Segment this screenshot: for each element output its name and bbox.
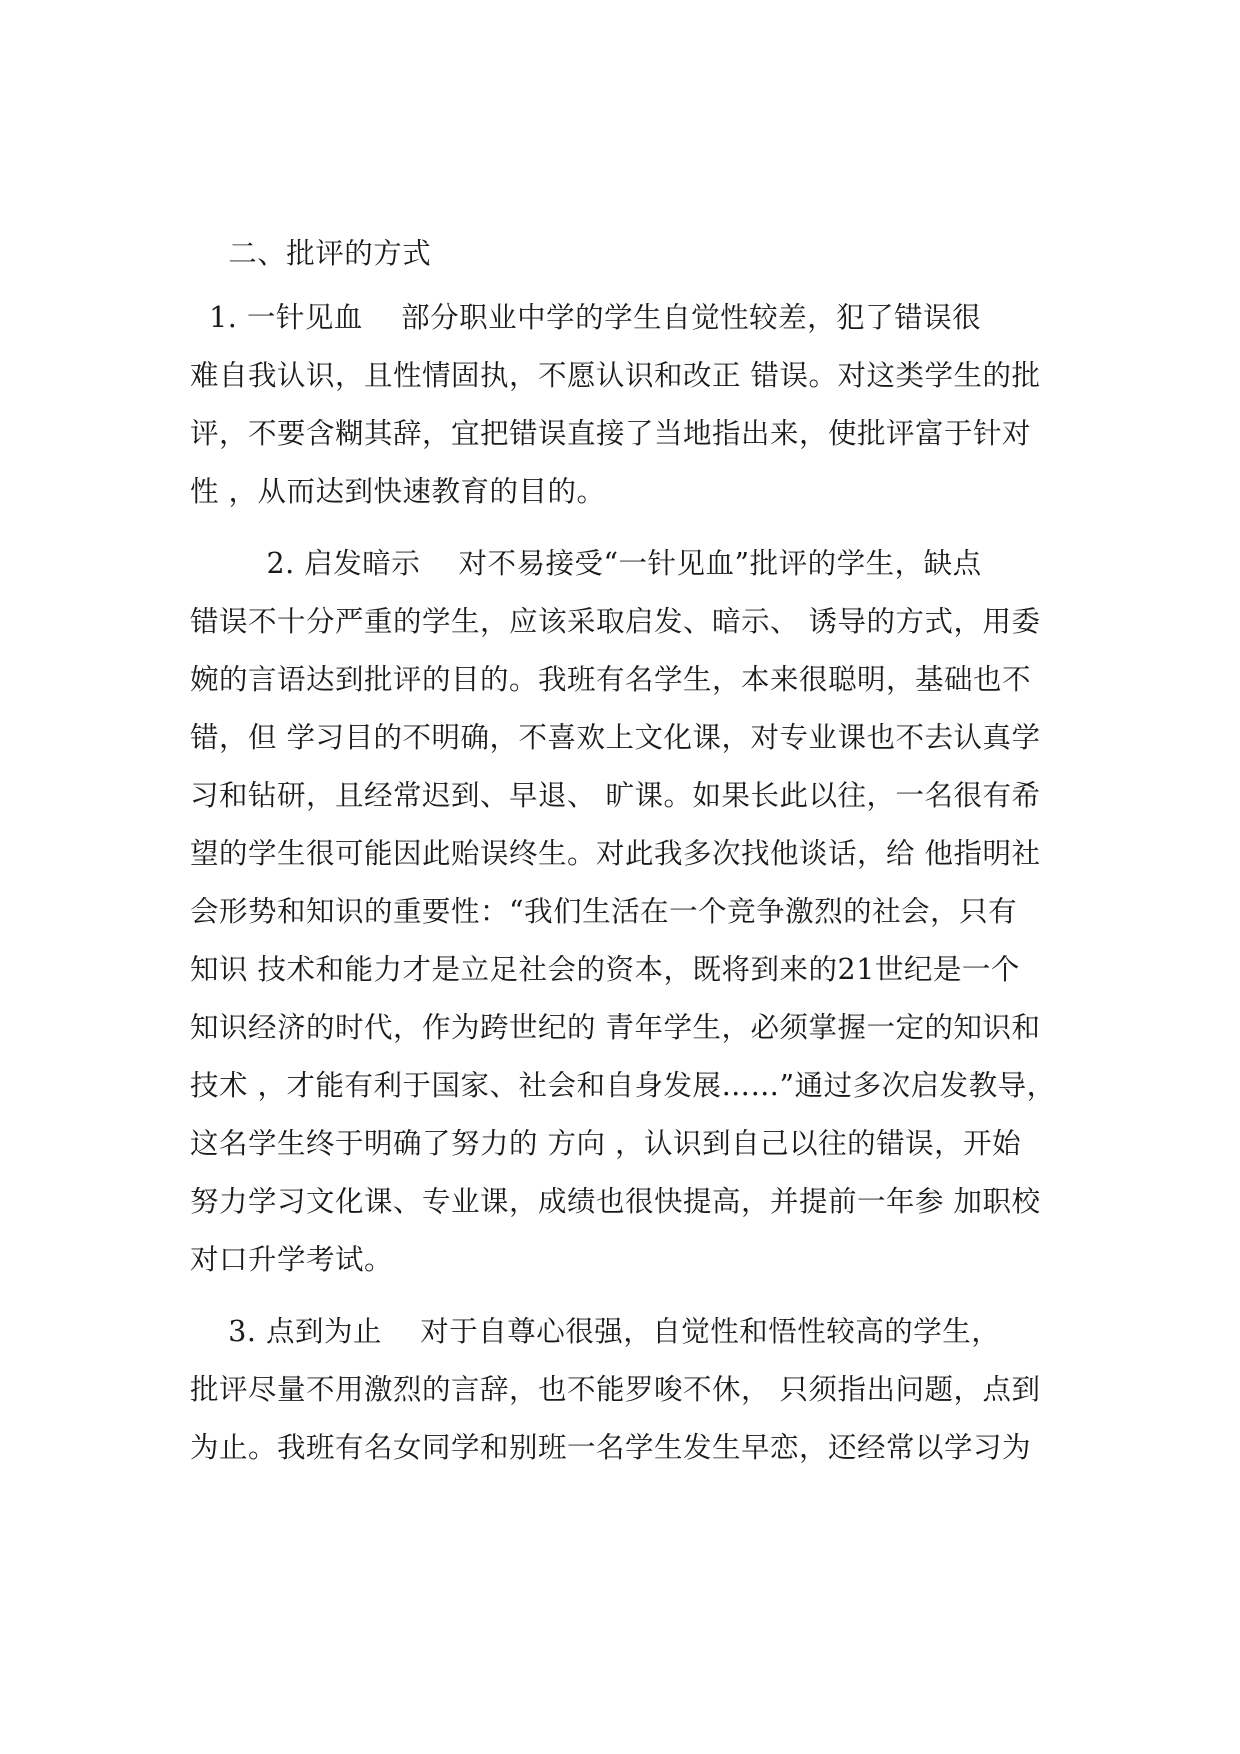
paragraph-line: 这名学生终于明确了努力的 方向 ，认识到自己以往的错误，开始	[190, 1127, 1022, 1160]
paragraph-line: 1. 一针见血 部分职业中学的学生自觉性较差，犯了错误很	[190, 301, 982, 334]
paragraph-line: 评，不要含糊其辞，宜把错误直接了当地指出来，使批评富于针对	[190, 417, 1032, 450]
paragraph-line: 努力学习文化课、专业课，成绩也很快提高，并提前一年参 加职校	[190, 1185, 1041, 1218]
paragraph-line: 对口升学考试。	[190, 1243, 394, 1276]
paragraph-line: 望的学生很可能因此贻误终生。对此我多次找他谈话，给 他指明社	[190, 837, 1041, 870]
paragraph-line: 批评尽量不用激烈的言辞，也不能罗唆不休， 只须指出问题，点到	[190, 1373, 1041, 1406]
paragraph-line: 知识经济的时代，作为跨世纪的 青年学生，必须掌握一定的知识和	[190, 1011, 1041, 1044]
paragraph-line: 错误不十分严重的学生，应该采取启发、暗示、 诱导的方式，用委	[190, 605, 1041, 638]
section-heading: 二、批评的方式	[190, 237, 432, 270]
paragraph-line: 会形势和知识的重要性：“我们生活在一个竞争激烈的社会，只有	[190, 895, 1018, 928]
paragraph-line: 技术 ，才能有利于国家、社会和自身发展……”通过多次启发教导，	[190, 1069, 1056, 1102]
paragraph-line: 习和钻研，且经常迟到、早退、 旷课。如果长此以往，一名很有希	[190, 779, 1041, 812]
paragraph-2	[190, 535, 1060, 1289]
paragraph-1	[190, 289, 1060, 521]
paragraph-line: 错，但 学习目的不明确，不喜欢上文化课，对专业课也不去认真学	[190, 721, 1041, 754]
document-body	[190, 225, 1060, 1477]
paragraph-line: 婉的言语达到批评的目的。我班有名学生，本来很聪明，基础也不	[190, 663, 1032, 696]
paragraph-3	[190, 1303, 1060, 1477]
paragraph-line: 难自我认识，且性情固执，不愿认识和改正 错误。对这类学生的批	[190, 359, 1041, 392]
paragraph-line: 性 ，从而达到快速教育的目的。	[190, 475, 606, 508]
paragraph-line: 3. 点到为止 对于自尊心很强，自觉性和悟性较高的学生，	[190, 1315, 1001, 1348]
paragraph-line: 为止。我班有名女同学和别班一名学生发生早恋，还经常以学习为	[190, 1431, 1032, 1464]
paragraph-line: 2. 启发暗示 对不易接受“一针见血”批评的学生，缺点	[190, 547, 982, 580]
paragraph-line: 知识 技术和能力才是立足社会的资本，既将到来的21世纪是一个	[190, 953, 1020, 986]
